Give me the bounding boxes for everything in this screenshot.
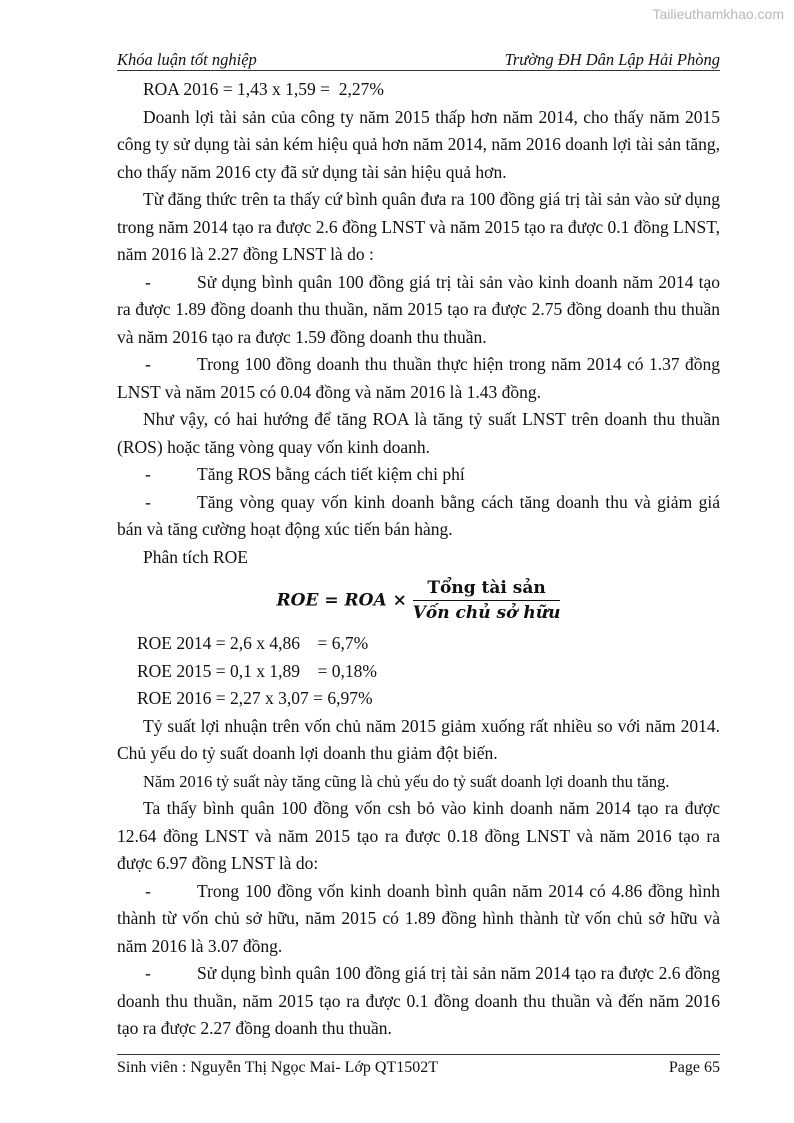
roe-2014-calc: ROE 2014 = 2,6 x 4,86 = 6,7%: [137, 633, 369, 653]
bullet-text: Trong 100 đồng vốn kinh doanh bình quân năm 2014 có 4.86 đồng hình thành từ vốn chủ sở hữu, năm 2015 có 1.89 đồng hình thành từ vốn chủ sở hữu và năm 2016 là 3.07 đồng.: [117, 880, 720, 956]
bullet-revenue-profit: [117, 351, 720, 406]
bullet-dash: -: [145, 491, 151, 512]
watermark-text: Tailieuthamkhao.com: [652, 6, 784, 22]
footer-page-number: Page 65: [668, 1059, 720, 1076]
page-footer: [117, 1054, 720, 1076]
bullet-turnover: [117, 489, 720, 544]
bullet-dash: -: [145, 271, 151, 292]
bullet-text: Sử dụng bình quân 100 đồng giá trị tài sản năm 2014 tạo ra được 2.6 đồng doanh thu thuần, năm 2015 tạo ra được 0.1 đồng doanh thu thuần và đến năm 2016 tạo ra được 2.27 đồng doanh thu thuần.: [117, 963, 720, 1038]
bullet-dash: -: [145, 963, 151, 983]
roa-2016-calc: ROA 2016 = 1,43 x 1,59 = 2,27%: [143, 79, 384, 99]
footer-student: Sinh viên : Nguyễn Thị Ngọc Mai- Lớp QT1502T: [117, 1059, 439, 1076]
paragraph-roa-comparison: Doanh lợi tài sản của công ty năm 2015 thấp hơn năm 2014, cho thấy năm 2015 công ty sử dụng tài sản kém hiệu quả hơn năm 2014, năm 2016 doanh lợi tài sản tăng, cho thấy năm 2016 cty đã sử dụng tài sản hiệu quả hơn.: [117, 106, 720, 182]
bullet-equity-share: [117, 878, 720, 961]
formula-numerator: Tổng tài sản: [413, 577, 561, 601]
bullet-text: Trong 100 đồng doanh thu thuần thực hiện trong năm 2014 có 1.37 đồng LNST và năm 2015 có 0.04 đồng và năm 2016 là 1.43 đồng.: [117, 354, 720, 402]
bullet-text: Tăng ROS bằng cách tiết kiệm chi phí: [197, 464, 465, 484]
paragraph-roe-explanation: Ta thấy bình quân 100 đồng vốn csh bỏ vào kinh doanh năm 2014 tạo ra được 12.64 đồng LNST và năm 2015 tạo ra được 0.18 đồng LNST và năm 2016 tạo ra được 6.97 đồng LNST là do:: [117, 798, 720, 873]
roe-2016-calc: ROE 2016 = 2,27 x 3,07 = 6,97%: [137, 688, 373, 708]
roe-2015-calc: ROE 2015 = 0,1 x 1,89 = 0,18%: [137, 660, 377, 681]
bullet-asset-revenue: [117, 960, 720, 1043]
page-body: [117, 76, 720, 1043]
header-left: Khóa luận tốt nghiệp: [117, 50, 257, 69]
bullet-dash: -: [145, 880, 151, 901]
formula-fraction: [413, 577, 561, 624]
paragraph-roa-directions: Như vậy, có hai hướng để tăng ROA là tăng tỷ suất LNST trên doanh thu thuần (ROS) hoặc tăng vòng quay vốn kinh doanh.: [117, 409, 720, 457]
formula-denominator: Vốn chủ sở hữu: [412, 603, 561, 623]
bullet-dash: -: [145, 464, 151, 484]
paragraph-roe-2015: Tỷ suất lợi nhuận trên vốn chủ năm 2015 giảm xuống rất nhiều so với năm 2014. Chủ yếu do tỷ suất doanh lợi doanh thu giảm đột biến.: [117, 715, 720, 763]
header-right: Trường ĐH Dân Lập Hải Phòng: [504, 50, 720, 69]
bullet-asset-usage: [117, 269, 720, 352]
bullet-text: Sử dụng bình quân 100 đồng giá trị tài sản vào kinh doanh năm 2014 tạo ra được 1.89 đồng doanh thu thuần, năm 2015 tạo ra được 2.75 đồng doanh thu thuần và năm 2016 tạo ra được 1.59 đồng doanh thu thuần.: [117, 271, 720, 347]
paragraph-roa-explanation: Từ đăng thức trên ta thấy cứ bình quân đưa ra 100 đồng giá trị tài sản vào sử dụng trong năm 2014 tạo ra được 2.6 đồng LNST và năm 2015 tạo ra được 0.1 đồng LNST, năm 2016 là 2.27 đồng LNST là do :: [117, 189, 720, 264]
bullet-text: Tăng vòng quay vốn kinh doanh bằng cách tăng doanh thu và giảm giá bán và tăng cường hoạt động xúc tiến bán hàng.: [117, 491, 720, 539]
page-header: [117, 48, 720, 71]
paragraph-roe-2016: Năm 2016 tỷ suất này tăng cũng là chủ yếu do tỷ suất doanh lợi doanh thu tăng.: [143, 771, 670, 791]
section-heading-roe: Phân tích ROE: [143, 546, 248, 567]
bullet-ros: [117, 461, 720, 489]
roe-formula: [117, 577, 720, 624]
formula-lhs: ROE = ROA ×: [276, 590, 407, 611]
bullet-dash: -: [145, 354, 151, 374]
